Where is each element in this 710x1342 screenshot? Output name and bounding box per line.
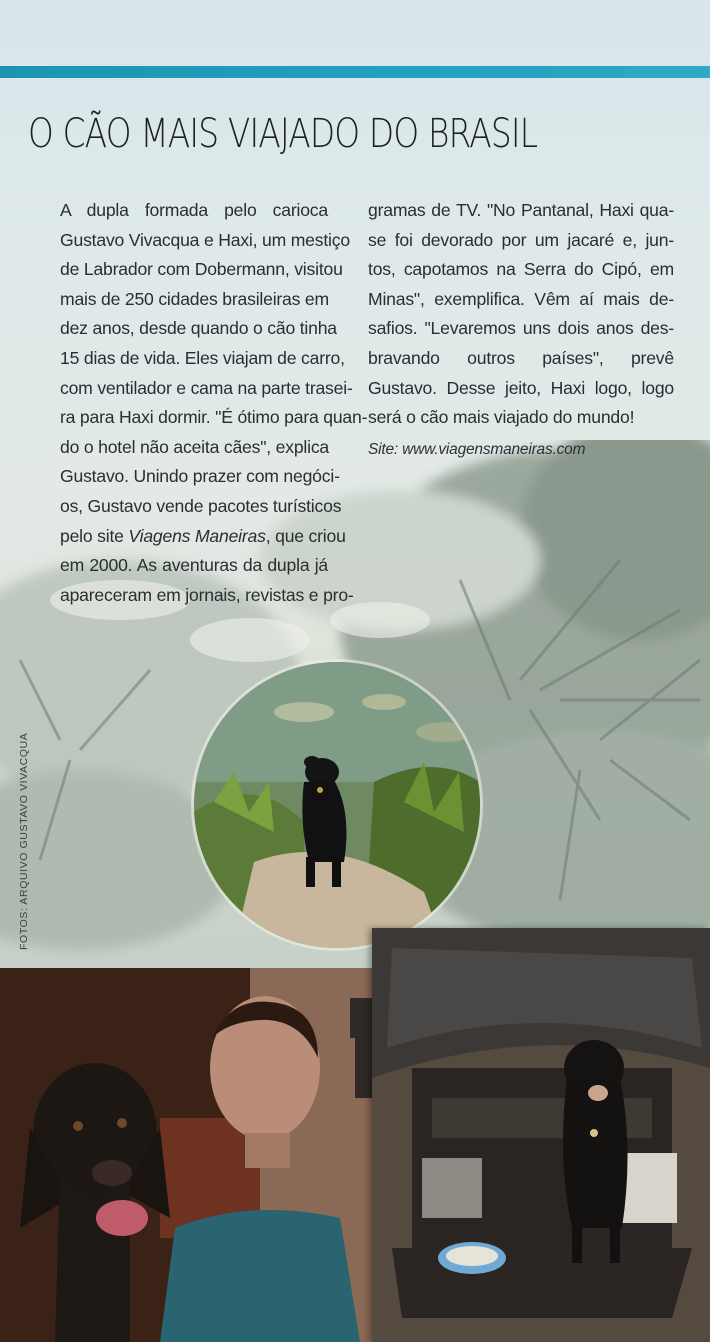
text-line: será o cão mais viajado do mundo! xyxy=(368,407,635,428)
text-line: Gustavo Vivacqua e Haxi, um mestiço xyxy=(60,229,350,250)
text-line: se foi devorado por um jacaré e, jun- xyxy=(368,229,674,250)
text-line: tos, capotamos na Serra do Cipó, em xyxy=(368,259,674,280)
accent-bar xyxy=(0,66,710,78)
site-reference xyxy=(368,435,674,465)
text-line: de Labrador com Dobermann, visitou xyxy=(60,259,343,280)
site-name: Viagens Maneiras xyxy=(128,525,266,546)
text-line: 15 dias de vida. Eles viajam de carro, xyxy=(60,347,345,368)
article-column-left xyxy=(22,196,368,610)
article-column-right xyxy=(368,196,674,464)
text-line: gramas de TV. "No Pantanal, Haxi qua- xyxy=(368,200,674,220)
text-line: Minas", exemplifica. Vêm aí mais de- xyxy=(368,288,674,309)
text-line: bravando outros países", prevê xyxy=(368,347,674,368)
text-fragment: , que criou xyxy=(265,525,346,546)
text-line: com ventilador e cama na parte trasei- xyxy=(60,377,353,398)
site-url: www.viagensmaneiras.com xyxy=(402,440,586,458)
text-line: do o hotel não aceita cães", explica xyxy=(60,436,329,457)
text-line: mais de 250 cidades brasileiras em xyxy=(60,288,329,309)
text-line: A dupla formada pelo carioca xyxy=(60,200,328,220)
text-line: apareceram em jornais, revistas e pro- xyxy=(60,584,354,605)
article-paragraph xyxy=(368,196,674,433)
text-line: safios. "Levaremos uns dois anos des- xyxy=(368,318,674,339)
site-label: Site: xyxy=(368,440,399,458)
text-line: Gustavo. Unindo prazer com negóci- xyxy=(60,466,340,487)
text-line xyxy=(22,522,346,552)
text-line: em 2000. As aventuras da dupla já xyxy=(60,555,328,576)
photo-man-with-dog xyxy=(0,968,430,1342)
article-headline: O CÃO MAIS VIAJADO DO BRASIL xyxy=(28,111,538,157)
photo-dog-in-car-trunk xyxy=(372,928,710,1342)
text-line: ra para Haxi dormir. "É ótimo para quan- xyxy=(60,407,368,428)
text-line: os, Gustavo vende pacotes turísticos xyxy=(60,495,342,516)
circular-photo-dog-river xyxy=(194,662,480,948)
text-line: Gustavo. Desse jeito, Haxi logo, logo xyxy=(368,377,674,398)
photo-credit: FOTOS: ARQUIVO GUSTAVO VIVACQUA xyxy=(18,732,30,950)
article-paragraph xyxy=(22,196,368,610)
text-fragment: pelo site xyxy=(60,525,129,546)
text-line: dez anos, desde quando o cão tinha xyxy=(60,318,337,339)
